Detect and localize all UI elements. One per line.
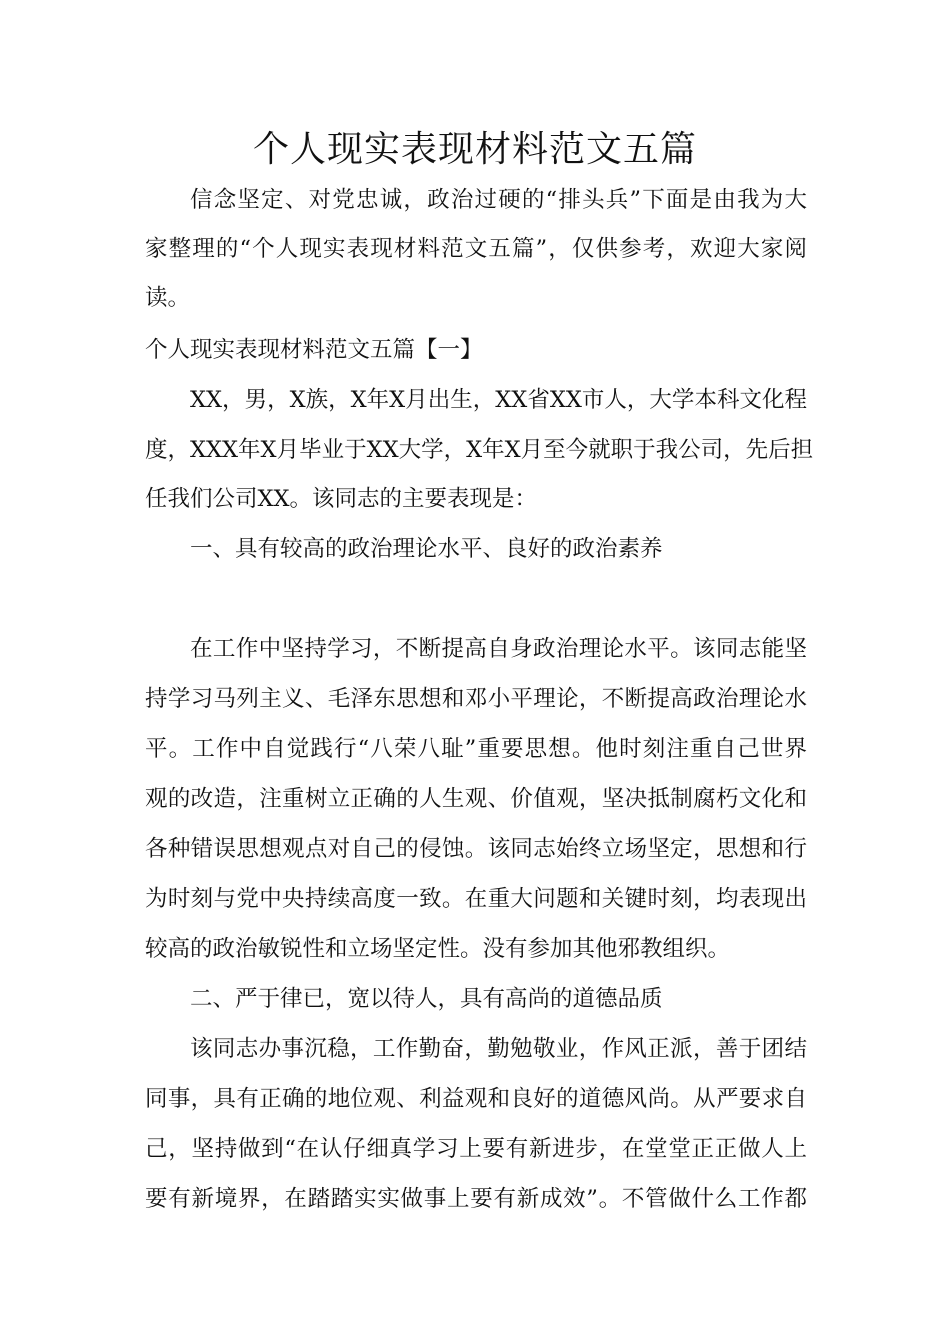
intro-line: 信念坚定、对党忠诚，政治过硬的“排头兵”下面是由我为大: [190, 187, 807, 213]
intro-line: 读。: [145, 285, 191, 311]
paragraph-line: 同事，具有正确的地位观、利益观和良好的道德风尚。从严要求自: [145, 1086, 807, 1112]
paragraph-line: 平。工作中自觉践行“八荣八耻”重要思想。他时刻注重自己世界: [145, 736, 807, 762]
paragraph-line: 持学习马列主义、毛泽东思想和邓小平理论，不断提高政治理论水: [145, 686, 807, 712]
paragraph-line: 该同志办事沉稳，工作勤奋，勤勉敬业，作风正派，善于团结: [190, 1036, 807, 1062]
paragraph-line: 为时刻与党中央持续高度一致。在重大问题和关键时刻，均表现出: [145, 886, 807, 912]
paragraph-line: 在工作中坚持学习，不断提高自身政治理论水平。该同志能坚: [190, 636, 807, 662]
paragraph-line: 各种错误思想观点对自己的侵蚀。该同志始终立场坚定，思想和行: [145, 836, 807, 862]
paragraph-line: 较高的政治敏锐性和立场坚定性。没有参加其他邪教组织。: [145, 936, 731, 962]
paragraph-line: 己，坚持做到“在认仔细真学习上要有新进步，在堂堂正正做人上: [145, 1136, 807, 1162]
document-title: 个人现实表现材料范文五篇: [252, 129, 697, 170]
paragraph-line: 要有新境界，在踏踏实实做事上要有新成效”。不管做什么工作都: [145, 1186, 807, 1212]
section-heading: 个人现实表现材料范文五篇【一】: [145, 337, 483, 363]
bio-line: XX，男，X族，X年X月出生，XX省XX市人，大学本科文化程: [190, 387, 807, 413]
paragraph-line: 观的改造，注重树立正确的人生观、价值观，坚决抵制腐朽文化和: [145, 786, 807, 812]
point-heading: 一、具有较高的政治理论水平、良好的政治素养: [190, 536, 663, 562]
bio-line: 任我们公司XX。该同志的主要表现是：: [145, 486, 538, 512]
bio-line: 度，XXX年X月毕业于XX大学，X年X月至今就职于我公司，先后担: [145, 437, 814, 463]
point-heading: 二、严于律已，宽以待人，具有高尚的道德品质: [190, 986, 663, 1012]
intro-line: 家整理的“个人现实表现材料范文五篇”，仅供参考，欢迎大家阅: [145, 236, 807, 262]
